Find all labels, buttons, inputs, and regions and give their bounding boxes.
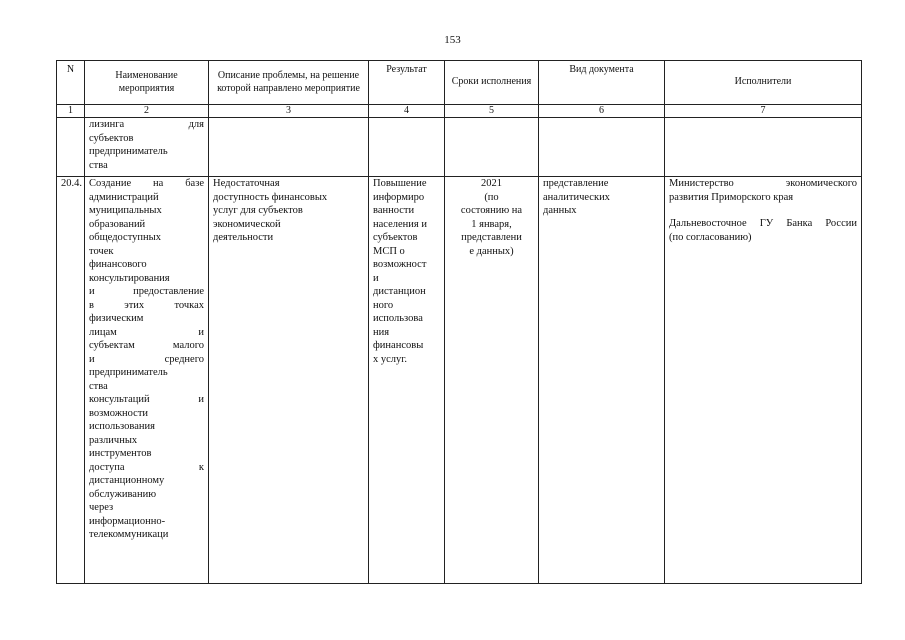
name-line: возможности	[89, 407, 149, 419]
continuation-result-cell	[369, 118, 445, 177]
name-line: предприниматель	[89, 146, 168, 157]
header-deadlines: Сроки исполнения	[445, 61, 539, 105]
name-line: в этих точках	[89, 299, 204, 311]
problem-line: доступность финансовых	[213, 191, 328, 203]
continuation-row	[57, 118, 862, 177]
executor-line: (по согласованию)	[669, 231, 752, 243]
name-line: информационно-	[89, 515, 166, 527]
executors-cell	[665, 177, 862, 584]
column-number-1: 1	[57, 105, 85, 118]
problem-line: деятельности	[213, 232, 274, 243]
deadline-line: (по	[484, 191, 499, 203]
continuation-name-cell	[85, 118, 209, 177]
continuation-deadline-cell	[445, 118, 539, 177]
executor-line: развития Приморского края	[669, 191, 794, 203]
name-line: точек	[89, 245, 114, 257]
result-cell	[369, 177, 445, 584]
result-line: финансовы	[373, 340, 424, 351]
document-type-cell	[539, 177, 665, 584]
column-number-7: 7	[665, 105, 862, 118]
name-line: ства	[89, 159, 108, 171]
deadline-line: е данных)	[469, 245, 514, 257]
result-line: х услуг.	[373, 353, 408, 365]
page-number: 153	[444, 34, 461, 46]
activity-name-cell	[85, 177, 209, 584]
result-line: и	[373, 272, 379, 284]
deadline-line: состоянию на	[460, 205, 523, 216]
result-line: Повышение	[373, 178, 427, 189]
column-number-3: 3	[209, 105, 369, 118]
activities-table	[56, 60, 862, 584]
column-number-4: 4	[369, 105, 445, 118]
name-line: лицам и	[89, 326, 204, 338]
problem-description-cell	[209, 177, 369, 584]
header-executors: Исполнители	[665, 61, 862, 105]
name-line: телекоммуникаци	[89, 529, 169, 540]
executor-line: Дальневосточное ГУ Банка России	[669, 218, 857, 229]
name-line: образований	[89, 218, 146, 230]
header-problem-description: Описание проблемы, на решение которой направлено мероприятие	[209, 61, 369, 105]
name-line: использования	[89, 421, 155, 432]
header-activity-name: Наименование мероприятия	[85, 61, 209, 105]
name-line: через	[89, 502, 114, 513]
result-line: ния	[373, 326, 390, 338]
doc-type-line: данных	[543, 205, 577, 216]
result-line: субъектов	[373, 232, 418, 243]
result-line: ного	[373, 299, 394, 311]
name-line: различных	[89, 434, 138, 446]
name-line: ства	[89, 380, 108, 392]
continuation-number-cell	[57, 118, 85, 177]
name-line: общедоступных	[89, 232, 161, 243]
continuation-doctype-cell	[539, 118, 665, 177]
doc-type-line: аналитических	[543, 191, 610, 203]
continuation-problem-cell	[209, 118, 369, 177]
name-line: субъектов	[89, 132, 134, 144]
name-line: финансового	[89, 259, 147, 270]
name-line: физическим	[89, 313, 144, 324]
name-line: Создание на базе	[89, 178, 204, 189]
name-line: предприниматель	[89, 367, 168, 378]
name-line: муниципальных	[89, 205, 162, 216]
column-number-5: 5	[445, 105, 539, 118]
problem-line: Недостаточная	[213, 178, 280, 189]
name-line: и среднего	[89, 353, 204, 365]
result-line: информиро	[373, 191, 425, 203]
column-number-6: 6	[539, 105, 665, 118]
header-result: Результат	[369, 61, 445, 105]
deadline-line: 2021	[481, 178, 502, 189]
problem-line: услуг для субъектов	[213, 205, 303, 216]
header-document-type: Вид документа	[539, 61, 665, 105]
result-line: использова	[373, 313, 423, 324]
name-line: инструментов	[89, 448, 152, 459]
deadline-line: представлени	[461, 232, 522, 243]
table-row-20-4	[57, 177, 862, 584]
name-line: субъектам малого	[89, 340, 204, 351]
continuation-executors-cell	[665, 118, 862, 177]
result-line: МСП о	[373, 245, 405, 257]
deadline-cell	[445, 177, 539, 584]
header-row	[57, 61, 862, 105]
name-line: консультаций и	[89, 394, 204, 405]
name-line: доступа к	[89, 461, 204, 473]
header-number: N	[57, 61, 85, 105]
row-number: 20.4.	[57, 177, 85, 584]
result-line: ванности	[373, 205, 415, 216]
column-numbers-row	[57, 105, 862, 118]
column-number-2: 2	[85, 105, 209, 118]
name-line: и предоставление	[89, 286, 204, 297]
result-line: населения и	[373, 218, 427, 230]
problem-line: экономической	[213, 218, 281, 230]
name-line: лизинга для	[89, 119, 204, 130]
result-line: дистанцион	[373, 286, 426, 297]
name-line: администраций	[89, 191, 159, 203]
executor-line: Министерство экономического	[669, 178, 857, 189]
executor-spacer	[669, 204, 857, 217]
name-line: обслуживанию	[89, 488, 157, 500]
doc-type-line: представление	[543, 178, 609, 189]
name-line: дистанционному	[89, 475, 165, 486]
result-line: возможност	[373, 259, 427, 270]
deadline-line: 1 января,	[471, 218, 512, 230]
name-line: консультирования	[89, 272, 170, 284]
